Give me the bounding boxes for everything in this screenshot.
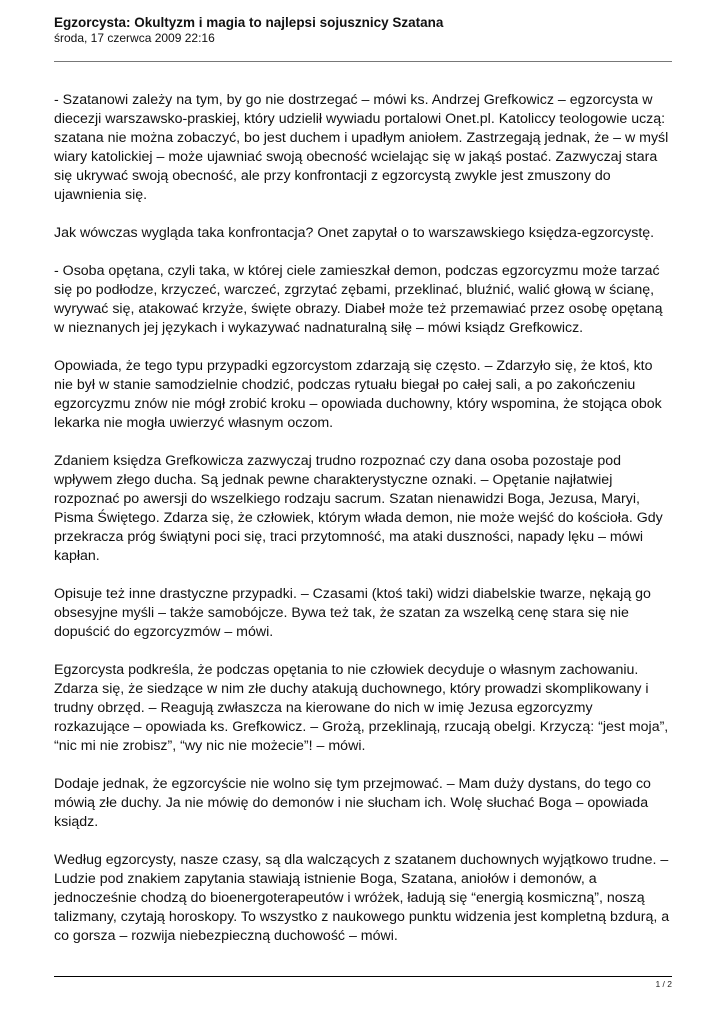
paragraph-8: Dodaje jednak, że egzorcyście nie wolno się tym przejmować. – Mam duży dystans, do tego co mówią złe duchy. Ja nie mówię do demonów i nie słucham ich. Wolę słuchać Boga – opowiada ksiądz.	[54, 776, 651, 830]
paragraph-6: Opisuje też inne drastyczne przypadki. – Czasami (ktoś taki) widzi diabelskie twarze, nękają go obsesyjne myśli – także samobójcze. Bywa też tak, że szatan za wszelką cenę stara się nie dopuścić do egzorcyzmów – mówi.	[54, 586, 651, 640]
page-number: 1 / 2	[655, 979, 672, 989]
paragraph-9: Według egzorcysty, nasze czasy, są dla walczących z szatanem duchownych wyjątkowo trudne. – Ludzie pod znakiem zapytania stawiają istnienie Boga, Szatana, aniołów i demonów, a jednocześnie chodzą do bioenergoterapeutów i wróżek, ładują się “energią kosmiczną”, noszą talizmany, czytają horoskopy. To wszystko z naukowego punktu widzenia jest kompletną bzdurą, a co gorsza – rozwija niebezpieczną duchowość – mówi.	[54, 852, 670, 944]
paragraph-4: Opowiada, że tego typu przypadki egzorcystom zdarzają się często. – Zdarzyło się, że ktoś, kto nie był w stanie samodzielnie chodzić, podczas rytuału biegał po całej sali, a po zakończeniu egzorcyzmu znów nie mógł zrobić kroku – opowiada duchowny, który wspomina, że stojąca obok lekarka nie mogła uwierzyć własnym oczom.	[54, 358, 662, 431]
article-date: środa, 17 czerwca 2009 22:16	[54, 31, 215, 45]
paragraph-5: Zdaniem księdza Grefkowicza zazwyczaj trudno rozpoznać czy dana osoba pozostaje pod wpływem złego ducha. Są jednak pewne charakterystyczne oznaki. – Opętanie najłatwiej rozpoznać po awersji do wszelkiego rodzaju sacrum. Szatan nienawidzi Boga, Jezusa, Maryi, Pisma Świętego. Zdarza się, że człowiek, którym włada demon, nie może wejść do kościoła. Gdy przekracza próg świątyni poci się, traci przytomność, ma ataki duszności, napady lęku – mówi kapłan.	[54, 453, 663, 564]
paragraph-2: Jak wówczas wygląda taka konfrontacja? Onet zapytał o to warszawskiego księdza-egzorcystę.	[54, 225, 655, 241]
footer-divider	[54, 976, 672, 977]
document-header	[54, 14, 674, 46]
article-body	[54, 91, 672, 965]
header-divider	[54, 61, 672, 62]
paragraph-3: - Osoba opętana, czyli taka, w której ciele zamieszkał demon, podczas egzorcyzmu może tarzać się po podłodze, krzyczeć, warczeć, zgrzytać zębami, przeklinać, bluźnić, walić głową w ścianę, wyrywać się, atakować krzyże, święte obrazy. Diabeł może też przemawiać przez osobę opętaną w nieznanych jej językach i wykazywać nadnaturalną siłę – mówi ksiądz Grefkowicz.	[54, 263, 663, 336]
paragraph-7: Egzorcysta podkreśla, że podczas opętania to nie człowiek decyduje o własnym zachowaniu. Zdarza się, że siedzące w nim złe duchy atakują duchownego, który prowadzi skomplikowany i trudny obrzęd. – Reagują zwłaszcza na kierowane do nich w imię Jezusa egzorcyzmy rozkazujące – opowiada ks. Grefkowicz. – Grożą, przeklinają, rzucają obelgi. Krzyczą: “jest moja”, “nic mi nie zrobisz”, “wy nic nie możecie”! – mówi.	[54, 662, 669, 754]
article-title: Egzorcysta: Okultyzm i magia to najlepsi sojusznicy Szatana	[54, 15, 444, 30]
paragraph-1: - Szatanowi zależy na tym, by go nie dostrzegać – mówi ks. Andrzej Grefkowicz – egzorcysta w diecezji warszawsko-praskiej, który udzielił wywiadu portalowi Onet.pl. Katoliccy teologowie uczą: szatana nie można zobaczyć, bo jest duchem i upadłym aniołem. Zastrzegają jednak, że – w myśl wiary katolickiej – może ujawniać swoją obecność wcielając się w jakąś postać. Zazwyczaj stara się ukrywać swoją obecność, ale przy konfrontacji z egzorcystą zwykle jest zmuszony do ujawnienia się.	[54, 92, 669, 203]
